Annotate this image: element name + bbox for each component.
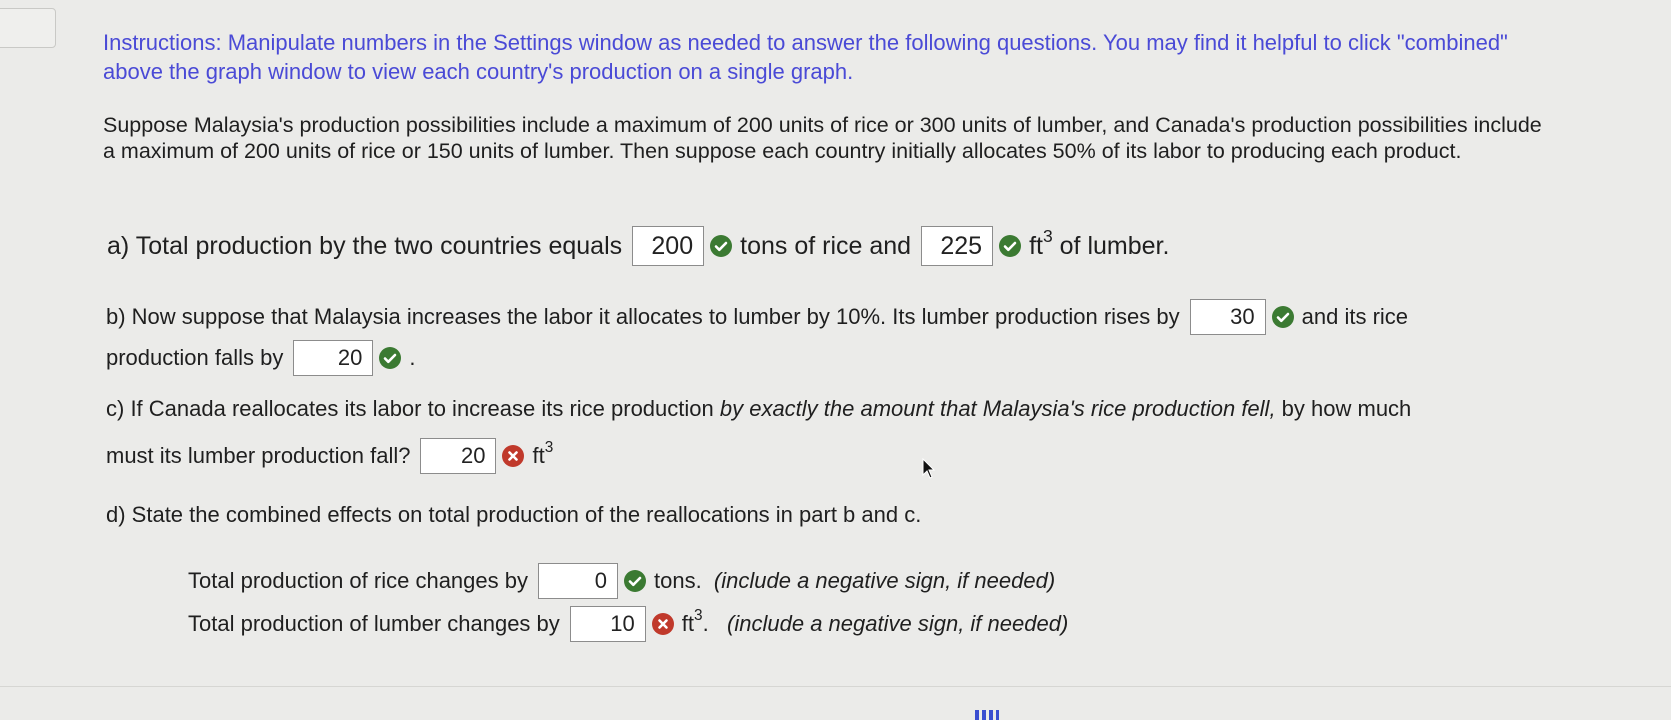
divider [0,686,1671,687]
question-b-line2 [106,340,415,376]
check-circle-icon [1272,306,1294,328]
question-c-line2 [106,438,553,474]
question-b-prefix: b) Now suppose that Malaysia increases the labor it allocates to lumber by 10%. Its lumber production rises by [106,304,1180,329]
question-c-italic: by exactly the amount that Malaysia's rice production fell, [719,396,1276,421]
question-b-line2-prefix: production falls by [106,345,284,370]
unit-exponent: 3 [544,438,554,456]
check-circle-icon [624,570,646,592]
rice-note: (include a negative sign, if needed) [713,568,1056,593]
unit-ft: ft [532,443,545,468]
question-c-end: by how much [1275,396,1412,421]
check-circle-icon [710,235,732,257]
check-circle-icon [999,235,1021,257]
question-d-lumber [188,606,1068,642]
answer-b-lumber-input[interactable]: 30 [1190,299,1266,335]
question-c-line1 [106,396,1411,422]
question-b-line1-suffix: and its rice [1301,304,1409,329]
grid-icon[interactable] [975,710,999,720]
corner-panel [0,8,56,48]
x-circle-icon [502,445,524,467]
question-d-prompt: d) State the combined effects on total production of the reallocations in part b and c. [106,502,922,527]
question-b-line1 [106,299,1408,335]
answer-a-rice-input[interactable]: 200 [632,226,704,266]
lumber-period: . [702,611,709,636]
lumber-note: (include a negative sign, if needed) [727,611,1069,636]
lumber-change-input[interactable]: 10 [570,606,646,642]
lumber-unit-exponent: 3 [694,606,703,624]
mouse-cursor-icon [922,458,936,485]
lumber-unit: ft [681,611,695,636]
rice-unit: tons. [653,568,702,593]
scenario-text: Suppose Malaysia's production possibilities include a maximum of 200 units of rice or 300 units of lumber, and Canada's production possibilities include a maximum of 200 units of rice or 150 units of lumber. Then suppose each country initially allocates 50% of its labor to producing each product. [103,113,1542,163]
question-a [107,226,1169,266]
question-a-middle: tons of rice and [740,231,912,260]
lumber-change-label: Total production of lumber changes by [188,611,560,636]
unit-ft: ft [1029,231,1043,260]
instructions-text: Instructions: Manipulate numbers in the Settings window as needed to answer the following questions. You may find it helpful to click "combined" above the graph window to view each country's production on a single graph. [103,30,1508,84]
rice-change-input[interactable]: 0 [538,563,618,599]
rice-change-label: Total production of rice changes by [188,568,528,593]
question-a-prefix: a) Total production by the two countries equals [107,231,623,260]
check-circle-icon [379,347,401,369]
question-c-prefix: must its lumber production fall? [106,443,411,468]
question-b-line2-suffix: . [409,345,416,370]
question-d-rice [188,563,1055,599]
question-c-normal: c) If Canada reallocates its labor to increase its rice production [106,396,720,421]
unit-exponent: 3 [1042,225,1053,246]
answer-c-lumber-input[interactable]: 20 [420,438,496,474]
question-a-suffix: of lumber. [1059,231,1170,260]
x-circle-icon [652,613,674,635]
answer-a-lumber-input[interactable]: 225 [921,226,993,266]
answer-b-rice-input[interactable]: 20 [293,340,373,376]
